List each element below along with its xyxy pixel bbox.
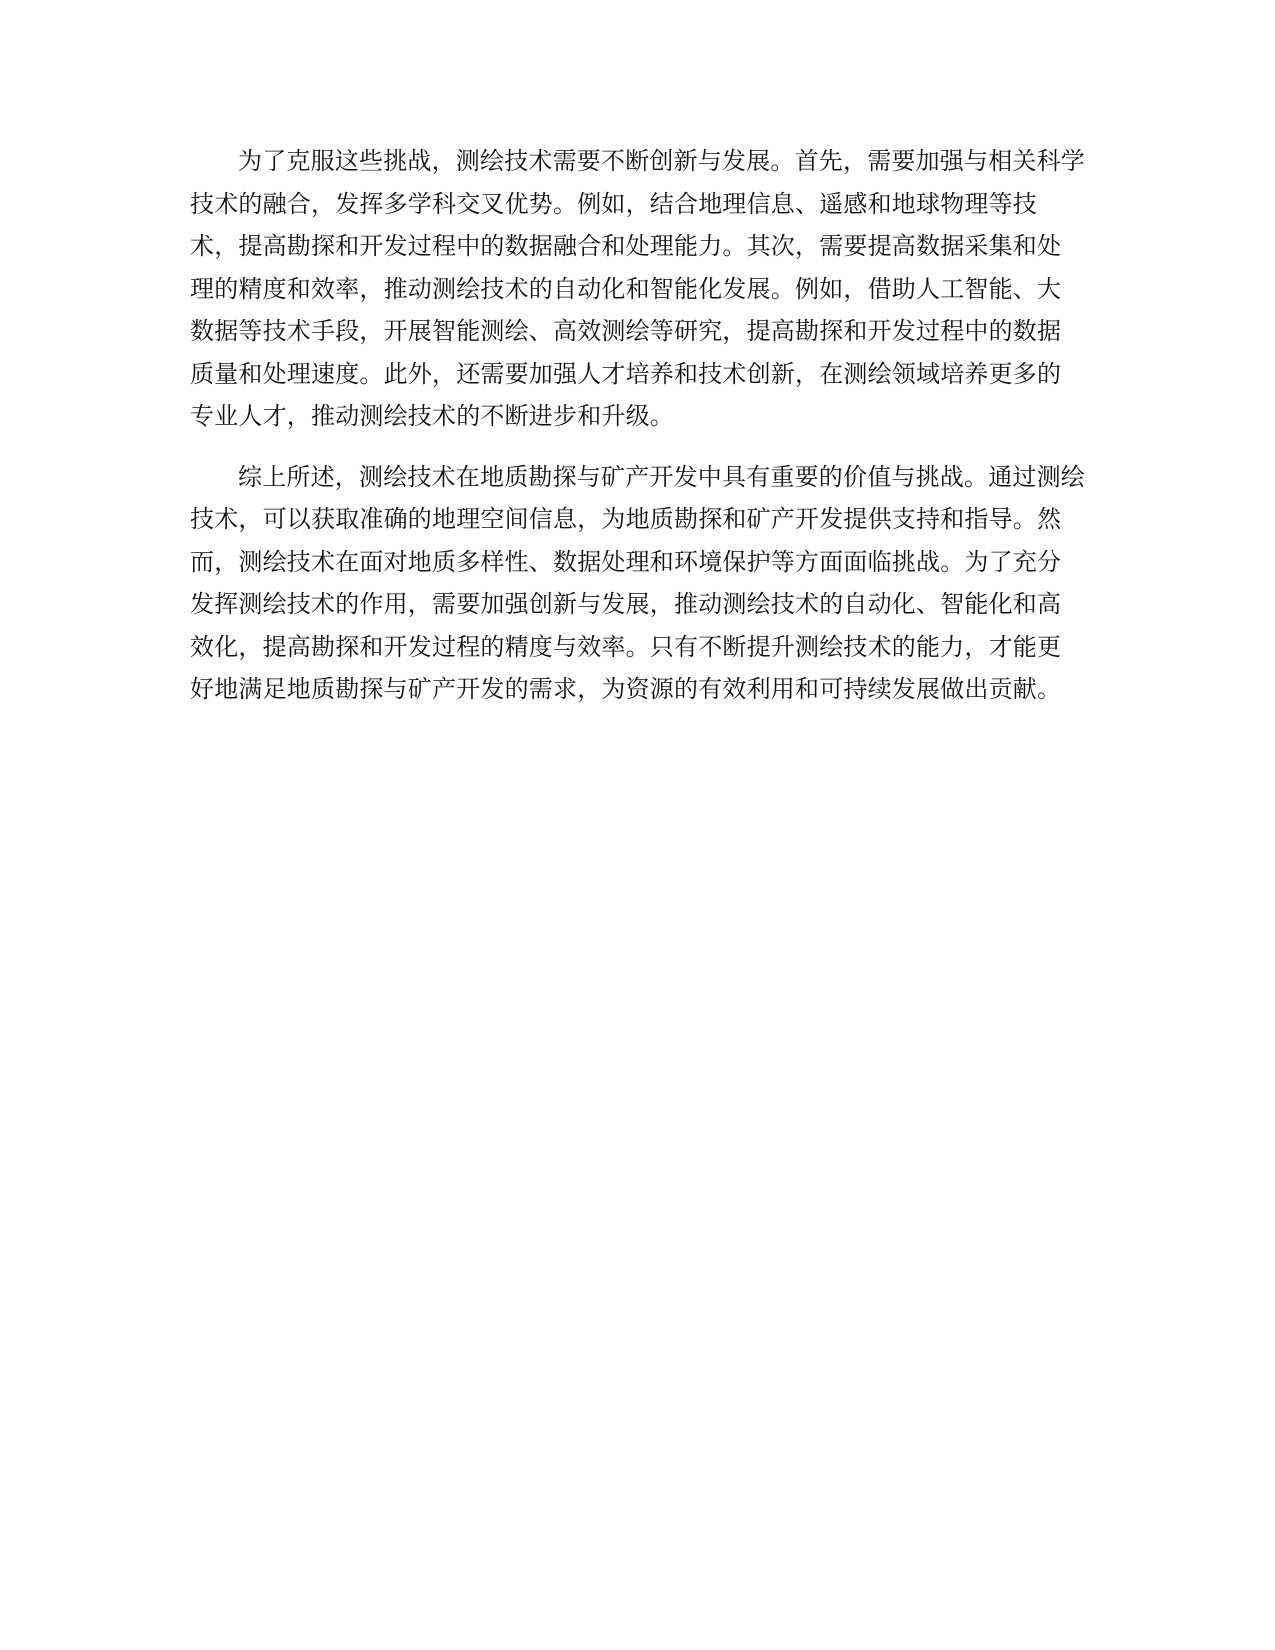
document-body <box>190 140 1085 729</box>
paragraph-innovation: 为了克服这些挑战，测绘技术需要不断创新与发展。首先，需要加强与相关科学技术的融合，发挥多学科交叉优势。例如，结合地理信息、遥感和地球物理等技术，提高勘探和开发过程中的数据融合和处理能力。其次，需要提高数据采集和处理的精度和效率，推动测绘技术的自动化和智能化发展。例如，借助人工智能、大数据等技术手段，开展智能测绘、高效测绘等研究，提高勘探和开发过程中的数据质量和处理速度。此外，还需要加强人才培养和技术创新，在测绘领域培养更多的专业人才，推动测绘技术的不断进步和升级。 <box>190 147 1085 430</box>
paragraph-conclusion: 综上所述，测绘技术在地质勘探与矿产开发中具有重要的价值与挑战。通过测绘技术，可以获取准确的地理空间信息，为地质勘探和矿产开发提供支持和指导。然而，测绘技术在面对地质多样性、数据处理和环境保护等方面面临挑战。为了充分发挥测绘技术的作用，需要加强创新与发展，推动测绘技术的自动化、智能化和高效化，提高勘探和开发过程的精度与效率。只有不断提升测绘技术的能力，才能更好地满足地质勘探与矿产开发的需求，为资源的有效利用和可持续发展做出贡献。 <box>190 462 1085 703</box>
